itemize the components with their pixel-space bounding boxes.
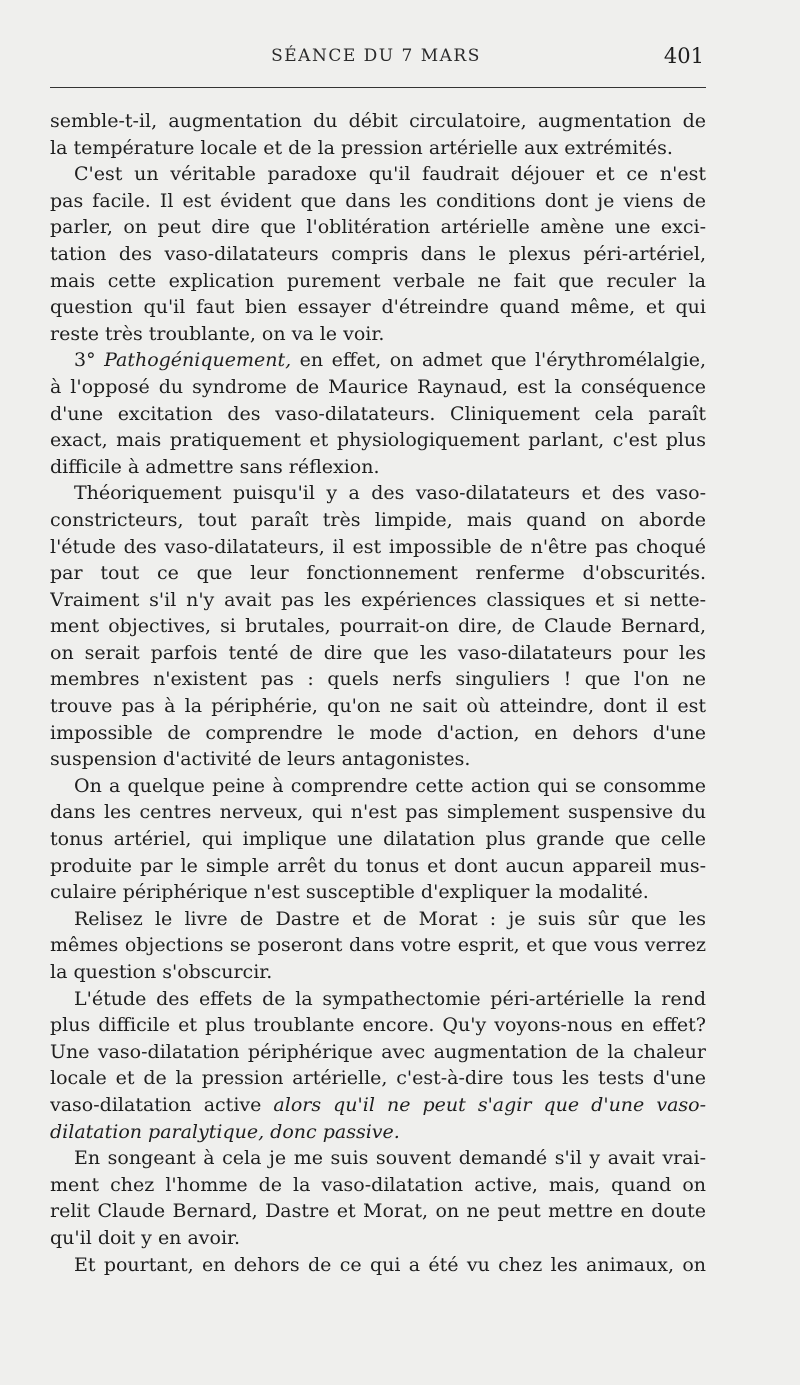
text-line [50, 1092, 706, 1119]
text-line: la question s'obscurcir. [50, 961, 273, 983]
text-line: on serait parfois tenté de dire que les vaso-dilatateurs pour les [50, 641, 706, 664]
text-line: locale et de la pression artérielle, c'est-à-dire tous les tests d'une [50, 1067, 706, 1090]
text-line: Vraiment s'il n'y avait pas les expériences classiques et si nette- [50, 588, 706, 611]
text-line: exact, mais pratiquement et physiologiquement parlant, c'est plus [50, 429, 706, 452]
text-line: qu'il doit y en avoir. [50, 1226, 241, 1249]
text-line: impossible de comprendre le mode d'action, en dehors d'une [50, 721, 706, 744]
text-line: On a quelque peine à comprendre cette action qui se consomme [74, 774, 706, 797]
italic-text: dilatation paralytique, donc passive. [50, 1120, 400, 1143]
running-head [48, 44, 704, 74]
text-line: reste très troublante, on va le voir. [50, 322, 385, 345]
text-line: trouve pas à la périphérie, qu'on ne sait où atteindre, dont il est [50, 695, 706, 718]
text-line: pas facile. Il est évident que dans les conditions dont je viens de [50, 189, 706, 212]
text-line: d'une excitation des vaso-dilatateurs. Cliniquement cela paraît [50, 402, 706, 425]
text-line: tonus artériel, qui implique une dilatation plus grande que celle [50, 828, 706, 851]
text-segment: vaso-dilatation active [50, 1093, 274, 1116]
text-line: par tout ce que leur fonctionnement renferme d'obscurités. [50, 562, 706, 585]
text-line: constricteurs, tout paraît très limpide, mais quand on aborde [50, 508, 706, 531]
text-line: suspension d'activité de leurs antagonistes. [50, 748, 471, 771]
running-title: SÉANCE DU 7 MARS [271, 46, 481, 66]
text-line: mais cette explication purement verbale ne fait que reculer la [50, 269, 706, 292]
body-text [50, 108, 706, 1278]
text-line: C'est un véritable paradoxe qu'il faudrait déjouer et ce n'est [74, 163, 706, 186]
text-line: relit Claude Bernard, Dastre et Morat, on ne peut mettre en doute [50, 1200, 706, 1223]
text-line: semble-t-il, augmentation du débit circulatoire, augmentation de [50, 110, 706, 132]
text-line: membres n'existent pas : quels nerfs singuliers ! que l'on ne [50, 668, 706, 691]
text-line: ment chez l'homme de la vaso-dilatation active, mais, quand on [50, 1173, 706, 1196]
text-line: Et pourtant, en dehors de ce qui a été vu chez les animaux, on [74, 1253, 706, 1276]
text-line: Une vaso-dilatation périphérique avec augmentation de la chaleur [50, 1040, 706, 1063]
text-line: plus difficile et plus troublante encore. Qu'y voyons-nous en effet? [50, 1014, 706, 1037]
text-line: à l'opposé du syndrome de Maurice Raynaud, est la conséquence [50, 375, 706, 398]
text-line [50, 1119, 706, 1146]
text-line: mêmes objections se poseront dans votre esprit, et que vous verrez [50, 934, 706, 957]
text-line: tation des vaso-dilatateurs compris dans le plexus péri-artériel, [50, 242, 706, 265]
text-line: Relisez le livre de Dastre et de Morat : je suis sûr que les [74, 907, 706, 930]
text-line: ment objectives, si brutales, pourrait-on dire, de Claude Bernard, [50, 615, 706, 638]
text-line [50, 347, 706, 374]
text-line: parler, on peut dire que l'oblitération artérielle amène une exci- [50, 216, 706, 239]
text-line: L'étude des effets de la sympathectomie péri-artérielle la rend [74, 987, 706, 1010]
text-line: question qu'il faut bien essayer d'étreindre quand même, et qui [50, 296, 706, 319]
text-line: En songeant à cela je me suis souvent demandé s'il y avait vrai- [74, 1147, 706, 1170]
italic-text: Pathogéniquement, [104, 349, 292, 372]
text-line: culaire périphérique n'est susceptible d'expliquer la modalité. [50, 881, 649, 904]
text-line: produite par le simple arrêt du tonus et dont aucun appareil mus- [50, 854, 706, 877]
text-segment: en effet, on admet que l'érythromélalgie, [291, 349, 706, 372]
text-line: dans les centres nerveux, qui n'est pas simplement suspensive du [50, 801, 706, 824]
text-line: l'étude des vaso-dilatateurs, il est impossible de n'être pas choqué [50, 535, 706, 558]
text-line: difficile à admettre sans réflexion. [50, 455, 380, 478]
text-segment: 3° [74, 349, 105, 372]
text-line: la température locale et de la pression artérielle aux extrémités. [50, 136, 673, 159]
text-line: Théoriquement puisqu'il y a des vaso-dilatateurs et des vaso- [74, 482, 706, 505]
italic-text: alors qu'il ne peut s'agir que d'une vaso- [273, 1093, 706, 1116]
header-rule [50, 87, 706, 88]
page-number: 401 [663, 44, 704, 68]
